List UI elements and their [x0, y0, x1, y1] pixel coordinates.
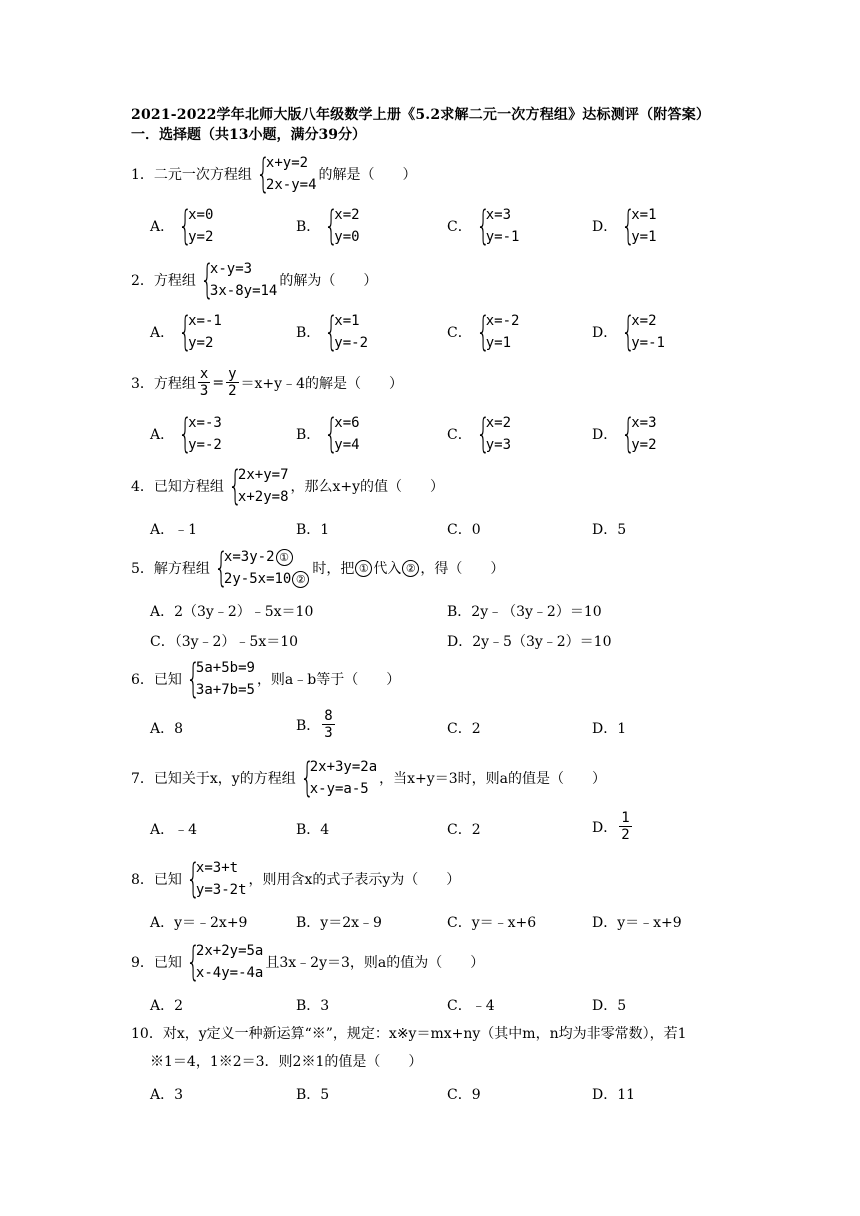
option-a[interactable]: A．2 [150, 998, 184, 1014]
document-title: 2021-2022学年北师大版八年级数学上册《5.2求解二元一次方程组》达标测评（附答案） [131, 107, 711, 123]
option-c[interactable]: C．y＝﹣x+6 [447, 915, 537, 931]
question-7: 7．已知关于x，y的方程组 { 2x+3y=2a x-y=a-5 ，当x+y＝3时，则a的值是（ ） [131, 755, 606, 801]
question-5: 5．解方程组 { x=3y-2 ① 2y-5x=10 ② 时，把 ① 代入 ② ，得（ ） [131, 545, 505, 591]
option-c[interactable]: C．9 [447, 1087, 481, 1103]
question-4: 4．已知方程组 { 2x+y=7 x+2y=8 ，那么x+y的值（ ） [131, 463, 445, 509]
option-a[interactable]: A．3 [150, 1087, 184, 1103]
option-a[interactable]: A．2（3y﹣2）﹣5x＝10 [150, 604, 314, 620]
option-d[interactable]: D．1 [592, 721, 627, 737]
option-c[interactable]: C．0 [447, 522, 481, 538]
section-heading: 一．选择题（共13小题，满分39分） [131, 127, 366, 143]
option-b[interactable]: B．3 [296, 998, 330, 1014]
option-a[interactable]: A． { x=0 y=2 [150, 203, 214, 249]
question-6: 6．已知 { 5a+5b=9 3a+7b=5 ，则a﹣b等于（ ） [131, 656, 401, 702]
option-d[interactable]: D．y＝﹣x+9 [592, 915, 682, 931]
option-b[interactable]: B．5 [296, 1087, 330, 1103]
option-a[interactable]: A．8 [150, 721, 184, 737]
option-c[interactable]: C． { x=-2 y=1 [447, 309, 520, 355]
option-b[interactable]: B． $\frac{8}{3}$ [296, 708, 333, 741]
option-d[interactable]: D． { x=3 y=2 [592, 411, 657, 457]
option-a[interactable]: A． { x=-3 y=-2 [150, 411, 222, 457]
option-a[interactable]: A． { x=-1 y=2 [150, 309, 222, 355]
option-d[interactable]: D． $\frac{1}{2}$ [592, 810, 630, 843]
option-d[interactable]: D．2y﹣5（3y﹣2）＝10 [447, 634, 612, 650]
option-b[interactable]: B．1 [296, 522, 330, 538]
option-c[interactable]: C．2 [447, 721, 481, 737]
option-b[interactable]: B．y＝2x﹣9 [296, 915, 382, 931]
option-b[interactable]: B． { x=1 y=-2 [296, 309, 369, 355]
option-c[interactable]: C． { x=2 y=3 [447, 411, 512, 457]
option-b[interactable]: B． { x=6 y=4 [296, 411, 360, 457]
option-c[interactable]: C．﹣4 [447, 998, 495, 1014]
question-2: 2．方程组 { x-y=3 3x-8y=14 的解为（ ） [131, 257, 378, 303]
fraction: $\frac{x}{3}$ [199, 366, 209, 399]
option-b[interactable]: B．4 [296, 822, 330, 838]
question-1: 1．二元一次方程组 { x+y=2 2x-y=4 的解是（ ） [131, 151, 417, 197]
question-8: 8．已知 { x=3+t y=3-2t ，则用含x的式子表示y为（ ） [131, 856, 461, 902]
option-b[interactable]: B．2y﹣（3y﹣2）＝10 [447, 604, 602, 620]
option-a[interactable]: A．y＝﹣2x+9 [150, 915, 248, 931]
question-3: 3．方程组 $\frac{x}{3}$ = $\frac{y}{2}$ ＝x+y﹣4的解是（ ） [131, 366, 403, 399]
option-d[interactable]: D． { x=2 y=-1 [592, 309, 665, 355]
option-a[interactable]: A．﹣1 [150, 522, 198, 538]
option-b[interactable]: B． { x=2 y=0 [296, 203, 360, 249]
option-d[interactable]: D．5 [592, 998, 627, 1014]
option-a[interactable]: A．﹣4 [150, 822, 198, 838]
option-c[interactable]: C．（3y﹣2）﹣5x＝10 [150, 634, 299, 650]
option-d[interactable]: D．11 [592, 1087, 636, 1103]
option-c[interactable]: C． { x=3 y=-1 [447, 203, 520, 249]
fraction: $\frac{y}{2}$ [228, 366, 237, 399]
question-10: 10．对x，y定义一种新运算“※”，规定：x※y＝mx+ny（其中m，n均为非零常数），若1 ※1＝4，1※2＝3．则2※1的值是（ ） [131, 1026, 687, 1070]
option-d[interactable]: D． { x=1 y=1 [592, 203, 657, 249]
option-d[interactable]: D．5 [592, 522, 627, 538]
option-c[interactable]: C．2 [447, 822, 481, 838]
question-9: 9．已知 { 2x+2y=5a x-4y=-4a 且3x﹣2y＝3，则a的值为（ ） [131, 939, 485, 985]
equation-system: { x+y=2 2x-y=4 [256, 151, 317, 197]
